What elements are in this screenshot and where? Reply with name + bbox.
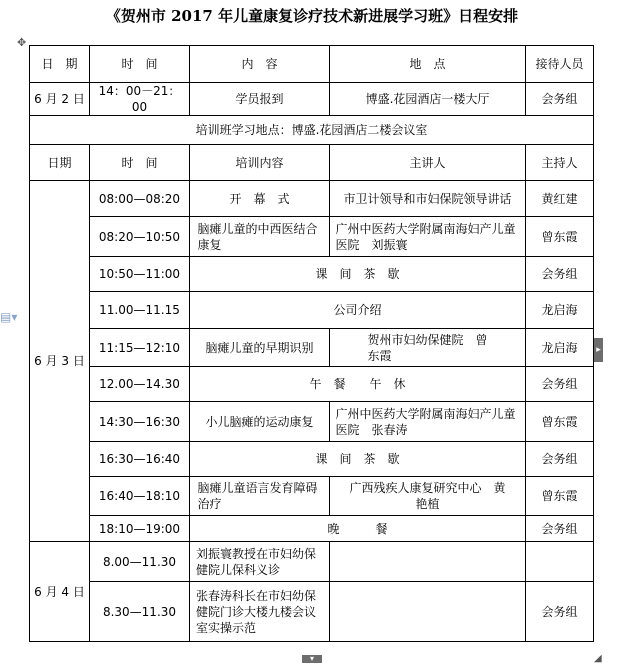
row-time: 11:15—12:10 [90,329,190,367]
table-row [30,477,594,516]
row-host: 会务组 [526,257,594,292]
training-location-row [30,116,594,145]
row-host: 曾东霞 [526,217,594,257]
table-row [30,367,594,402]
row-content-text: 脑瘫儿童语言发育障碍治疗 [197,481,318,511]
row-host: 龙启海 [526,329,594,367]
row-merged: 课 间 茶 歇 [190,442,526,477]
row-content: 张春涛科长在市妇幼保健院门诊大楼九楼会议室实操示范 [190,582,330,642]
row-content: 脑瘫儿童的早期识别 [190,329,330,367]
header-row-2 [30,145,594,181]
row-content: 开 幕 式 [190,181,330,217]
table-row [30,257,594,292]
table-row [30,516,594,542]
schedule-table [29,45,594,642]
row-host: 会务组 [526,516,594,542]
row-speaker: 市卫计领导和市妇保院领导讲话 [330,181,526,217]
row-speaker-text: 广州中医药大学附属南海妇产儿童医院 张春涛 [335,406,516,437]
page-title: 《贺州市 2017 年儿童康复诊疗技术新进展学习班》日程安排 [105,7,519,25]
row-host: 龙启海 [526,292,594,329]
row-host: 黄红建 [526,181,594,217]
header-place: 地 点 [330,46,526,83]
row-speaker [330,217,526,257]
header2-date: 日期 [30,145,90,181]
row-time: 8.00—11.30 [90,542,190,582]
row-merged: 午 餐 午 休 [190,367,526,402]
table-row [30,442,594,477]
registration-row [30,83,594,116]
row-time: 11.00—11.15 [90,292,190,329]
table-row [30,402,594,442]
row-speaker [330,329,526,367]
header2-content: 培训内容 [190,145,330,181]
row-time: 08:00—08:20 [90,181,190,217]
row-speaker-text: 广州中医药大学附属南海妇产儿童医院 刘振寰 [335,221,516,252]
row-host: 会务组 [526,582,594,642]
table-row [30,582,594,642]
header-content: 内 容 [190,46,330,83]
training-location: 培训班学习地点：博盛.花园酒店二楼会议室 [30,116,594,145]
row-merged: 晚 餐 [190,516,526,542]
row-host: 曾东霞 [526,477,594,516]
row-content: 小儿脑瘫的运动康复 [190,402,330,442]
table-row [30,329,594,367]
header-date: 日 期 [30,46,90,83]
row-host: 会务组 [526,442,594,477]
row-merged: 公司介绍 [190,292,526,329]
row-content-text: 脑瘫儿童的中西医结合康复 [197,221,318,252]
header2-host: 主持人 [526,145,594,181]
header-receptionist: 接待人员 [526,46,594,83]
day4-date: 6 月 4 日 [30,542,90,642]
row-host: 曾东霞 [526,402,594,442]
table-move-icon[interactable]: ✥ [17,36,27,49]
row-time: 08:20—10:50 [90,217,190,257]
column-resize-handle-icon[interactable]: ▸ [594,338,603,362]
table-row [30,217,594,257]
row-time: 18:10—19:00 [90,516,190,542]
row-speaker-text: 广西残疾人康复研究中心 黄艳植 [349,481,506,511]
table-row [30,292,594,329]
header-time: 时 间 [90,46,190,83]
table-row [30,181,594,217]
row-time: 14:30—16:30 [90,402,190,442]
row-speaker [330,477,526,516]
row-time: 8.30—11.30 [90,582,190,642]
row-speaker [330,402,526,442]
row-host [526,542,594,582]
row-time: 12.00—14.30 [90,367,190,402]
header2-speaker: 主讲人 [330,145,526,181]
day3-date: 6 月 3 日 [30,181,90,542]
row-content [190,477,330,516]
registration-host: 会务组 [526,83,594,116]
row-content [190,217,330,257]
row-host: 会务组 [526,367,594,402]
row-resize-handle-icon[interactable]: ▾ [302,655,322,663]
row-time: 10:50—11:00 [90,257,190,292]
header-row-1 [30,46,594,83]
row-speaker [330,542,526,582]
registration-content: 学员报到 [190,83,330,116]
row-content: 刘振寰教授在市妇幼保健院儿保科义诊 [190,542,330,582]
registration-date: 6 月 2 日 [30,83,90,116]
row-merged: 课 间 茶 歇 [190,257,526,292]
registration-place: 博盛.花园酒店一楼大厅 [330,83,526,116]
paste-options-icon[interactable]: ▤▾ [0,310,18,324]
header2-time: 时 间 [90,145,190,181]
row-speaker-text: 贺州市妇幼保健院 曾东霞 [367,332,488,363]
row-time: 16:40—18:10 [90,477,190,516]
row-time: 16:30—16:40 [90,442,190,477]
row-speaker [330,582,526,642]
table-row [30,542,594,582]
table-resize-icon[interactable]: ◢ [594,653,602,664]
registration-time: 14：00－21：00 [90,83,190,116]
